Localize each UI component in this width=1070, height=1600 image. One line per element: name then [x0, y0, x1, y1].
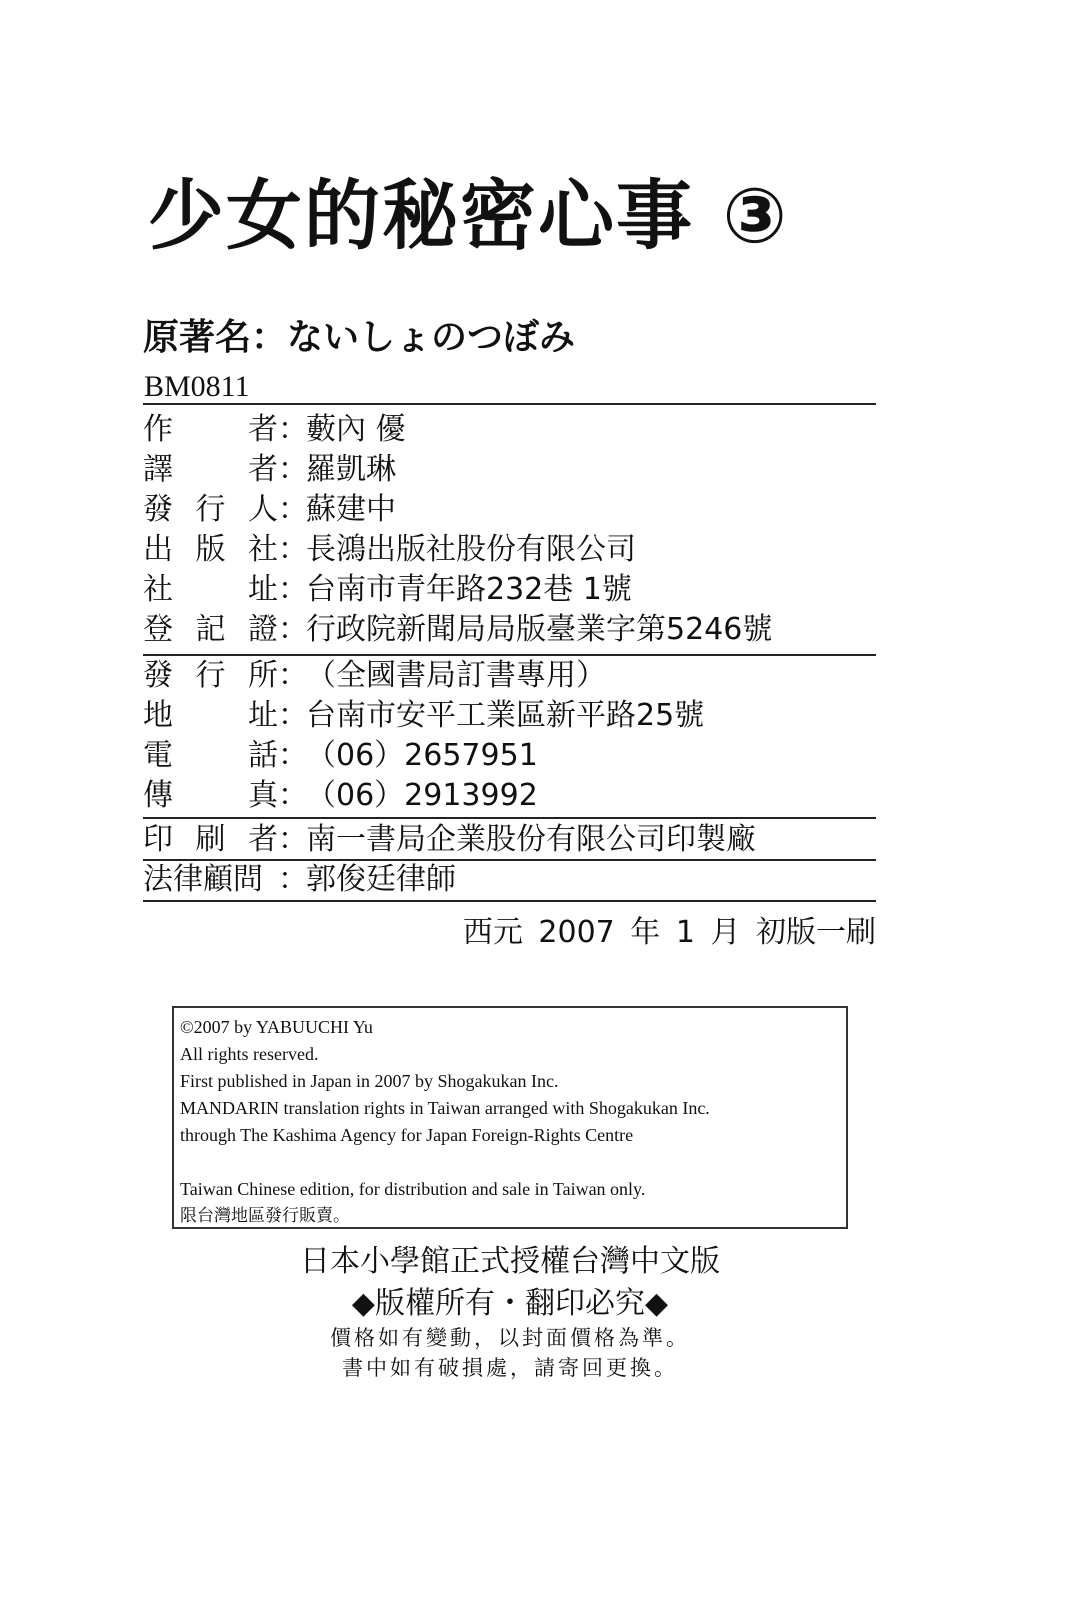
credit-label: 社 址: [143, 572, 278, 607]
colon: ：: [278, 822, 308, 857]
divider: [143, 817, 876, 819]
original-title: 原著名：ないしょのつぼみ: [143, 317, 576, 358]
colon: ：: [278, 572, 308, 607]
divider: [143, 900, 876, 902]
credit-row: [143, 822, 756, 858]
book-title: 少女的秘密心事 ③: [148, 171, 789, 260]
copyright-box: [172, 1006, 848, 1229]
colon: ：: [278, 778, 308, 813]
credit-value: 行政院新聞局局版臺業字第5246號: [306, 612, 773, 647]
credit-label: 電 話: [143, 738, 278, 773]
divider: [143, 654, 876, 656]
colon: ：: [278, 698, 308, 733]
credit-label: 譯 者: [143, 452, 278, 487]
catalog-code: BM0811: [144, 370, 250, 403]
copyright-line: Taiwan Chinese edition, for distribution and sale in Taiwan only.: [180, 1179, 646, 1199]
credit-row: [143, 492, 396, 528]
price-note: 價格如有變動，以封面價格為準。: [330, 1326, 690, 1350]
credit-row: [143, 658, 606, 694]
credit-value: 南一書局企業股份有限公司印製廠: [306, 822, 756, 857]
credit-row: [143, 862, 456, 898]
damage-note: 書中如有破損處，請寄回更換。: [342, 1356, 678, 1380]
credit-row: [143, 572, 632, 608]
credit-label: 發 行 人: [143, 492, 278, 527]
copyright-line: All rights reserved.: [180, 1044, 319, 1064]
credit-label: 作 者: [143, 412, 278, 447]
rights-notice: ◆版權所有・翻印必究◆: [351, 1286, 669, 1321]
copyright-line: First published in Japan in 2007 by Shogakukan Inc.: [180, 1071, 559, 1091]
credit-label: 登 記 證: [143, 612, 278, 647]
divider: [143, 403, 876, 405]
credit-value: （06）2913992: [306, 778, 538, 813]
copyright-line: MANDARIN translation rights in Taiwan arranged with Shogakukan Inc.: [180, 1098, 710, 1118]
credit-value: 羅凱琳: [306, 452, 396, 487]
credit-row: [143, 452, 396, 488]
colon: ：: [278, 862, 308, 897]
credit-value: 長鴻出版社股份有限公司: [306, 532, 636, 567]
copyright-line: 限台灣地區發行販賣。: [180, 1206, 350, 1226]
credit-value: 台南市青年路232巷 1號: [306, 572, 632, 607]
copyright-line: through The Kashima Agency for Japan Foreign-Rights Centre: [180, 1125, 634, 1145]
colon: ：: [278, 492, 308, 527]
credit-label: 發 行 所: [143, 658, 278, 693]
credit-value: 蘇建中: [306, 492, 396, 527]
credit-value: 台南市安平工業區新平路25號: [306, 698, 705, 733]
credit-value: 藪內 優: [306, 412, 406, 447]
credit-row: [143, 778, 538, 814]
credit-value: （全國書局訂書專用）: [306, 658, 606, 693]
authorization-notice: 日本小學館正式授權台灣中文版: [300, 1244, 720, 1279]
colon: ：: [278, 738, 308, 773]
colon: ：: [278, 532, 308, 567]
credit-label: 出 版 社: [143, 532, 278, 567]
credit-value: 郭俊廷律師: [306, 862, 456, 897]
credit-label: 印 刷 者: [143, 822, 278, 857]
colon: ：: [278, 612, 308, 647]
credit-row: [143, 738, 538, 774]
divider: [143, 859, 876, 861]
colon: ：: [278, 412, 308, 447]
colon: ：: [278, 452, 308, 487]
colon: ：: [278, 658, 308, 693]
credit-row: [143, 412, 406, 448]
credit-label: 地 址: [143, 698, 278, 733]
edition-date: 西元 2007 年 1 月 初版一刷: [462, 915, 876, 950]
credit-value: （06）2657951: [306, 738, 538, 773]
credit-row: [143, 698, 704, 734]
credit-row: [143, 532, 636, 568]
credit-label: 法律顧問: [143, 862, 263, 897]
copyright-line: ©2007 by YABUUCHI Yu: [180, 1017, 373, 1037]
credit-label: 傳 真: [143, 778, 278, 813]
credit-row: [143, 612, 772, 648]
